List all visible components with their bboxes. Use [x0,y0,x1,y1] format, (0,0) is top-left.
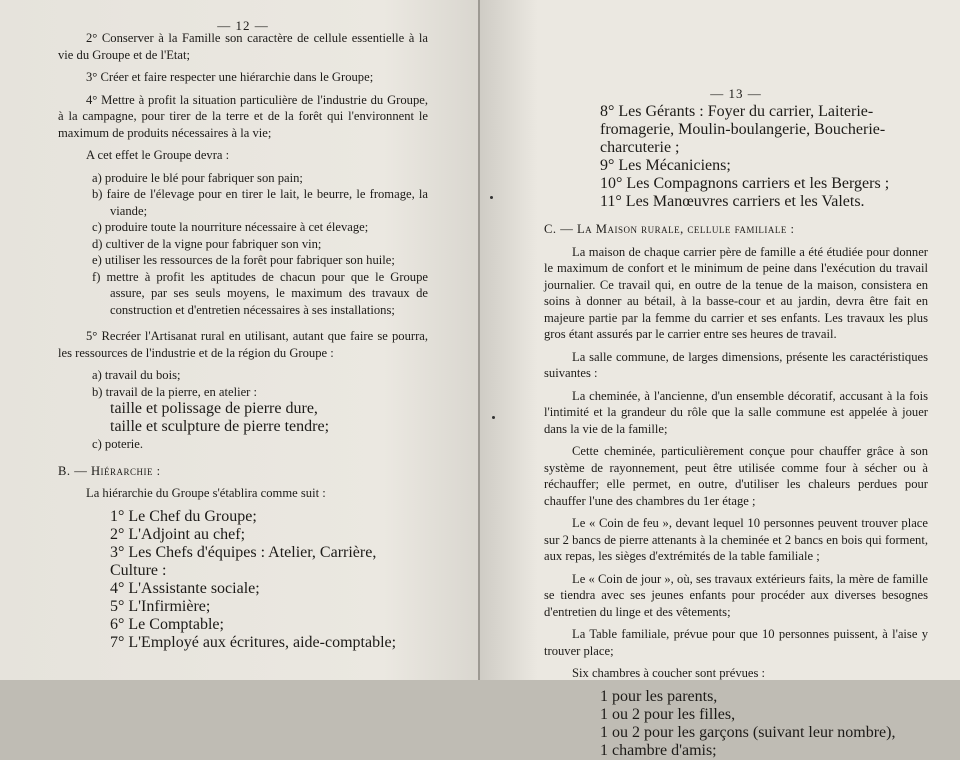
left-page [0,0,480,680]
hierarchy-cont-item: 8° Les Gérants : Foyer du carrier, Laiterie-fromagerie, Moulin-boulangerie, Boucherie-charcuterie ; [600,103,886,156]
body-paragraph: La cheminée, à l'ancienne, d'un ensemble décoratif, accusant à la fois l'intimité et la grandeur du rôle que la salle commune est appelée à jouer dans la vie de la famille; [544,388,928,436]
hierarchy-item: 2° L'Adjoint au chef; [110,525,246,543]
hierarchy-item: 4° L'Assistante sociale; [110,579,260,597]
item-5-paragraph: 5° Recréer l'Artisanat rural en utilisant, autant que faire se pourra, les ressources de l'industrie et de la région du Groupe : [58,329,428,360]
craft-item: c) poterie. [92,437,144,451]
duties-intro: A cet effet le Groupe devra : [86,148,230,162]
hierarchy-cont-item: 9° Les Mécaniciens; [600,157,731,174]
room-item: 1 chambre d'amis; [600,741,717,759]
hierarchy-item: 6° Le Comptable; [110,615,224,633]
item-2-paragraph: 2° Conserver à la Famille son caractère de cellule essentielle à la vie du Groupe et de l'Etat; [58,31,428,62]
body-paragraph: Cette cheminée, particulièrement conçue pour chauffer grâce à son système de rayonnement, peut être utilisée comme four à sécher ou à réchauffer; elle permet, en outre, d'utiliser les chaleurs perdues pour chauffer l'une des chambres du 1er étage ; [544,444,928,508]
stone-work-item: taille et sculpture de pierre tendre; [110,418,330,435]
page-number-right: — 13 — [710,86,762,101]
room-item: 1 ou 2 pour les filles, [600,705,736,723]
body-paragraph: La Table familiale, prévue pour que 10 personnes puissent, à l'aise y trouver place; [544,627,928,658]
scan-speck [492,416,495,419]
item-3-paragraph: 3° Créer et faire respecter une hiérarchie dans le Groupe; [86,70,374,84]
page-number-left: — 12 — [217,18,269,33]
craft-item: b) travail de la pierre, en atelier : [92,384,258,399]
duty-item: c) produire toute la nourriture nécessaire à cet élevage; [92,220,369,234]
scan-speck [490,196,493,199]
hierarchy-item: 7° L'Employé aux écritures, aide-comptable; [110,633,397,651]
section-b-heading: B. — Hiérarchie : [58,463,161,478]
duty-item: d) cultiver de la vigne pour fabriquer son vin; [92,236,322,251]
body-paragraph: La salle commune, de larges dimensions, présente les caractéristiques suivantes : [544,349,928,380]
body-paragraph: La maison de chaque carrier père de famille a été étudiée pour donner le maximum de confort et le minimum de peine dans l'exécution du travail journalier. Ce travail qui, en outre de la tenue de la maison, consistera en soins à donner au bétail, à la basse-cour et au jardin, devra être fait en majeure partie par la femme du carrier et ses enfants. Les travaux les plus gros étant assurés par le carrier entre ses heures de travail. [544,244,928,341]
duty-item: a) produire le blé pour fabriquer son pain; [92,170,303,185]
hierarchy-item: 5° L'Infirmière; [110,597,211,615]
body-paragraph: Le « Coin de jour », où, ses travaux extérieurs faits, la mère de famille se tiendra avec ses jeunes enfants pour procéder aux diverses besognes d'entretien du linge et des vêtements; [544,571,928,619]
room-item: 1 ou 2 pour les garçons (suivant leur nombre), [600,723,896,741]
craft-item: a) travail du bois; [92,368,181,382]
hierarchy-item: 3° Les Chefs d'équipes : Atelier, Carrière, Culture : [110,543,377,579]
body-paragraph: Six chambres à coucher sont prévues : [572,666,766,680]
hierarchy-cont-item: 11° Les Manœuvres carriers et les Valets. [600,193,865,210]
stone-work-item: taille et polissage de pierre dure, [110,400,318,417]
body-paragraph: Le « Coin de feu », devant lequel 10 personnes peuvent trouver place sur 2 bancs de pierre attenants à la cheminée et 2 bancs en bois qui forment, aux repas, les sièges d'extrémités de la table familiale ; [544,516,928,563]
duty-item: b) faire de l'élevage pour en tirer le lait, le beurre, le fromage, la viande; [92,187,428,218]
duty-item: f) mettre à profit les aptitudes de chacun pour que le Groupe assure, par ses seuls moyens, le maximum des travaux de construction et d'entretien nécessaires à ses installations; [92,269,428,317]
room-item: 1 pour les parents, [600,687,718,705]
hierarchy-cont-item: 10° Les Compagnons carriers et les Bergers ; [600,175,890,192]
hierarchy-item: 1° Le Chef du Groupe; [110,507,257,525]
section-b-intro: La hiérarchie du Groupe s'établira comme suit : [86,486,326,500]
item-4-paragraph: 4° Mettre à profit la situation particulière de l'industrie du Groupe, à la campagne, pour tirer de la terre et de la forêt qui l'environnent le maximum de produits nécessaires à la vie; [58,92,428,140]
duty-item: e) utiliser les ressources de la forêt pour fabriquer son huile; [92,253,395,267]
right-page [480,0,960,759]
section-c-heading: C. — La Maison rurale, cellule familiale : [544,222,795,236]
